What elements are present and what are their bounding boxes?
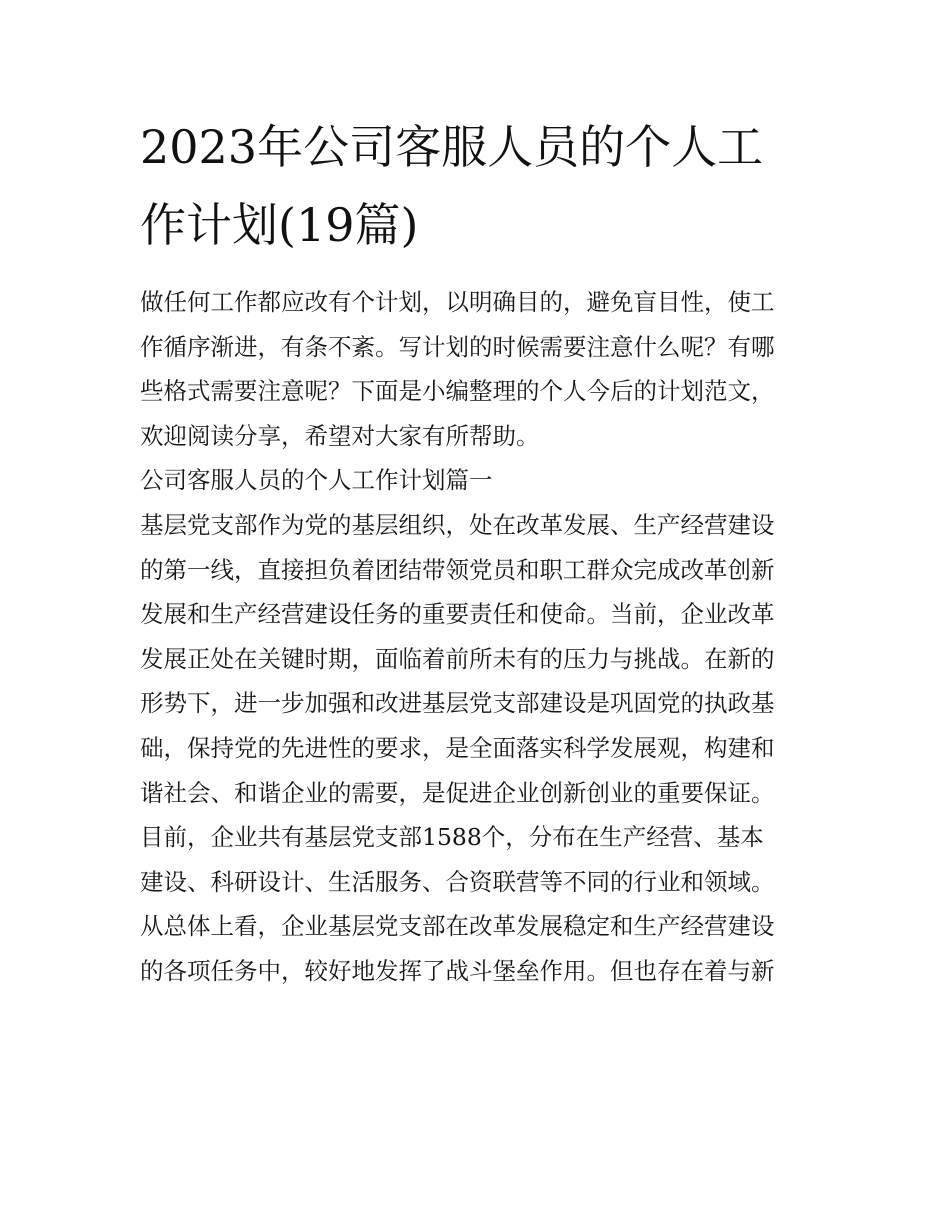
section-line: 从总体上看，企业基层党支部在改革发展稳定和生产经营建设 [140,912,775,941]
section-line: 形势下，进一步加强和改进基层党支部建设是巩固党的执政基 [140,689,775,718]
section-line: 础，保持党的先进性的要求，是全面落实科学发展观，构建和 [140,733,775,762]
document-title [140,108,820,264]
section-line: 的第一线，直接担负着团结带领党员和职工群众完成改革创新 [140,555,775,584]
document-body [140,280,820,994]
intro-line: 做任何工作都应改有个计划，以明确目的，避免盲目性，使工 [140,288,775,316]
section-line: 的各项任务中，较好地发挥了战斗堡垒作用。但也存在着与新 [140,956,775,985]
section-line: 谐社会、和谐企业的需要，是促进企业创新创业的重要保证。 [140,778,775,807]
title-line: 作计划(19篇) [140,198,419,252]
section-line: 基层党支部作为党的基层组织，处在改革发展、生产经营建设 [140,510,775,539]
section-heading: 公司客服人员的个人工作计划篇一 [140,466,493,495]
section-line: 建设、科研设计、生活服务、合资联营等不同的行业和领域。 [140,867,775,896]
section-line: 发展正处在关键时期，面临着前所未有的压力与挑战。在新的 [140,644,775,673]
intro-line: 作循序渐进，有条不紊。写计划的时候需要注意什么呢？有哪 [140,332,775,361]
intro-line: 些格式需要注意呢？下面是小编整理的个人今后的计划范文， [140,377,775,406]
section-line: 发展和生产经营建设任务的重要责任和使命。当前，企业改革 [140,600,775,629]
section-line: 目前，企业共有基层党支部1588个，分布在生产经营、基本 [140,823,764,852]
title-line: 2023年公司客服人员的个人工 [140,120,764,174]
intro-line: 欢迎阅读分享，希望对大家有所帮助。 [140,421,540,450]
